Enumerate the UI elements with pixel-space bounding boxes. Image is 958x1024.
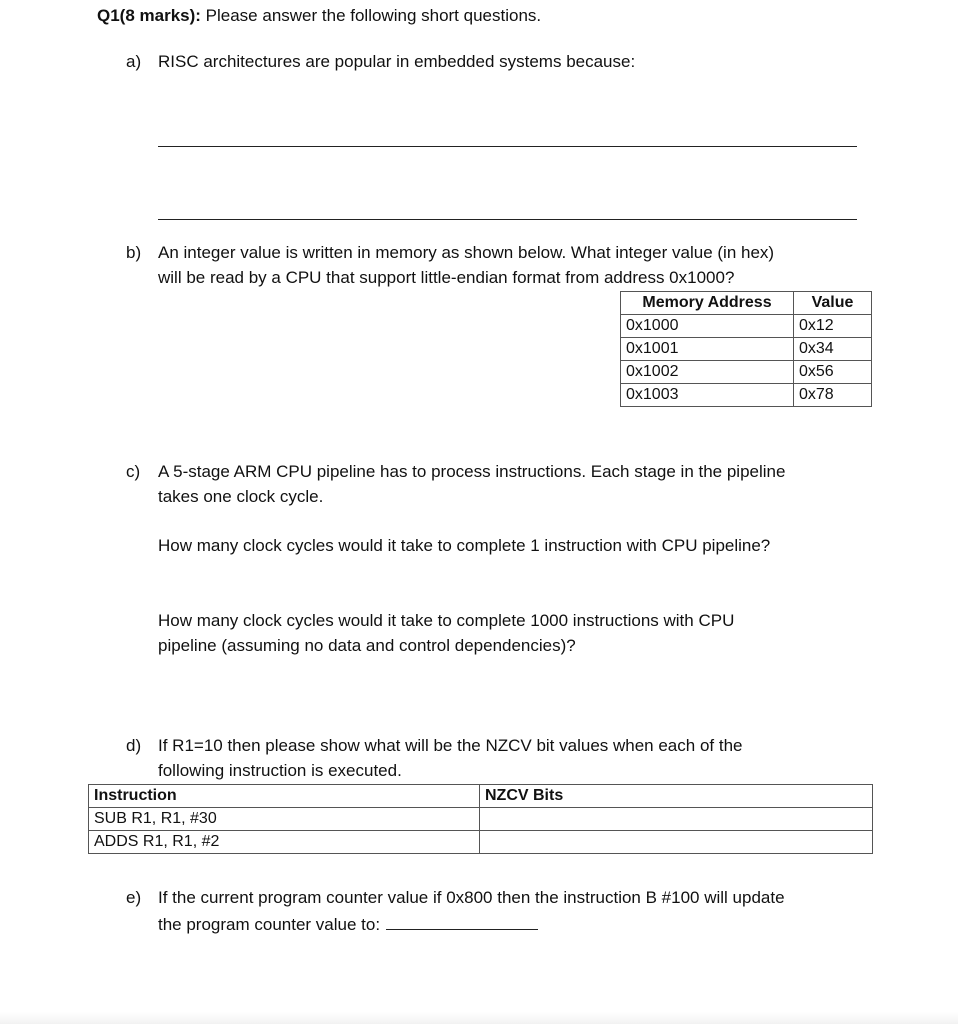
header-memory-address: Memory Address (621, 292, 794, 315)
instruction-table-header (89, 785, 873, 808)
part-c-question-2-line-2: pipeline (assuming no data and control dependencies)? (158, 636, 576, 655)
table-row (89, 831, 873, 854)
question-header (97, 6, 541, 26)
table-row (621, 315, 872, 338)
memory-value-cell: 0x12 (794, 315, 872, 338)
part-a-answer-line-2[interactable] (158, 219, 857, 220)
question-intro: Please answer the following short questions. (200, 6, 542, 25)
memory-address-cell: 0x1003 (621, 384, 794, 407)
part-d-letter: d) (126, 736, 142, 755)
part-c-letter: c) (126, 462, 141, 481)
header-value: Value (794, 292, 872, 315)
part-e-answer-blank[interactable] (386, 913, 538, 930)
memory-value-cell: 0x78 (794, 384, 872, 407)
table-row (621, 338, 872, 361)
question-label: Q1(8 marks): (97, 6, 201, 25)
instruction-cell: SUB R1, R1, #30 (89, 808, 480, 831)
page-bottom-edge (0, 1012, 958, 1024)
table-row (621, 361, 872, 384)
instruction-cell: ADDS R1, R1, #2 (89, 831, 480, 854)
part-a-letter: a) (126, 52, 142, 71)
part-a-text: RISC architectures are popular in embedded systems because: (158, 52, 636, 71)
header-nzcv-bits: NZCV Bits (480, 785, 873, 808)
table-row (621, 384, 872, 407)
header-instruction: Instruction (89, 785, 480, 808)
memory-address-cell: 0x1000 (621, 315, 794, 338)
part-e-text-line-1: If the current program counter value if 0x800 then the instruction B #100 will update (158, 888, 785, 907)
instruction-table (88, 784, 873, 854)
part-e-text-line-2: the program counter value to: (158, 915, 381, 934)
memory-address-cell: 0x1001 (621, 338, 794, 361)
part-b-text-line-2: will be read by a CPU that support little-endian format from address 0x1000? (158, 268, 735, 287)
part-d-text-line-1: If R1=10 then please show what will be the NZCV bit values when each of the (158, 736, 743, 755)
memory-value-cell: 0x56 (794, 361, 872, 384)
memory-table (620, 291, 872, 407)
part-e-letter: e) (126, 888, 142, 907)
part-d-text-line-2: following instruction is executed. (158, 761, 402, 780)
memory-table-header (621, 292, 872, 315)
part-b-text-line-1: An integer value is written in memory as shown below. What integer value (in hex) (158, 243, 775, 262)
part-c-question-1: How many clock cycles would it take to complete 1 instruction with CPU pipeline? (158, 536, 771, 555)
part-e-text-line-2-wrap (158, 913, 538, 935)
table-row (89, 808, 873, 831)
memory-address-cell: 0x1002 (621, 361, 794, 384)
part-c-question-2-line-1: How many clock cycles would it take to complete 1000 instructions with CPU (158, 611, 735, 630)
memory-value-cell: 0x34 (794, 338, 872, 361)
nzcv-answer-cell[interactable] (480, 831, 873, 854)
part-a-answer-line-1[interactable] (158, 146, 857, 147)
part-c-text-line-2: takes one clock cycle. (158, 487, 324, 506)
nzcv-answer-cell[interactable] (480, 808, 873, 831)
part-c-text-line-1: A 5-stage ARM CPU pipeline has to process instructions. Each stage in the pipeline (158, 462, 786, 481)
part-b-letter: b) (126, 243, 142, 262)
